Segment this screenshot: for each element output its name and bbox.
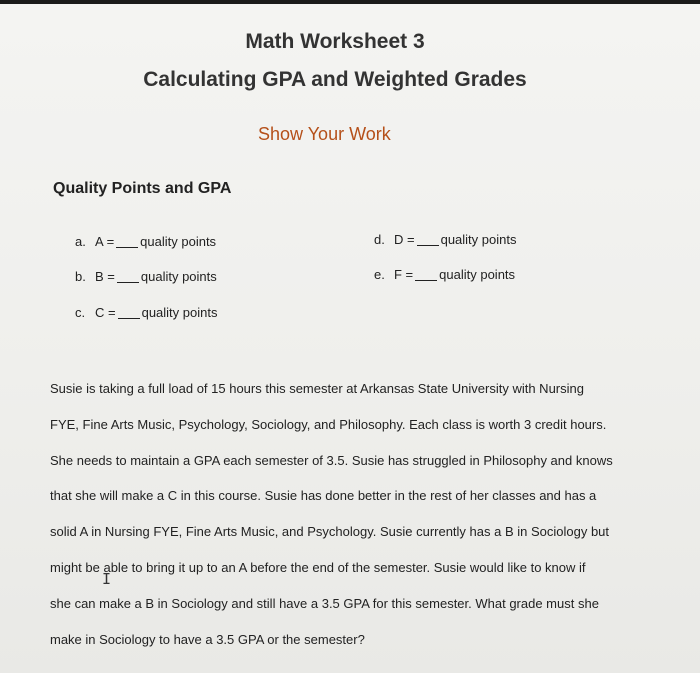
answer-blank[interactable]: [117, 282, 139, 283]
item-c: [75, 305, 217, 320]
answer-blank[interactable]: [415, 280, 437, 281]
item-d: [374, 232, 516, 247]
item-suffix: quality points: [140, 234, 217, 249]
problem-line: that she will make a C in this course. Susie has done better in the rest of her classes and has a: [50, 488, 597, 504]
problem-line: Susie is taking a full load of 15 hours this semester at Arkansas State University with Nursing: [50, 381, 584, 396]
problem-line: FYE, Fine Arts Music, Psychology, Sociology, and Philosophy. Each class is worth 3 credit hours.: [50, 416, 607, 432]
problem-line: might be able to bring it up to an A before the end of the semester. Susie would like to know if: [50, 559, 586, 575]
text-cursor-icon: I: [102, 570, 112, 588]
item-suffix: quality points: [141, 305, 218, 320]
item-grade: A =: [95, 234, 115, 249]
item-letter: e.: [374, 267, 385, 282]
item-letter: c.: [75, 305, 86, 320]
item-suffix: quality points: [440, 232, 517, 247]
item-b: [75, 269, 217, 284]
item-letter: d.: [374, 232, 385, 247]
item-letter: b.: [75, 269, 86, 284]
answer-blank[interactable]: [118, 318, 140, 319]
item-letter: a.: [75, 234, 86, 249]
item-grade: B =: [95, 269, 115, 284]
problem-line: make in Sociology to have a 3.5 GPA or the semester?: [50, 631, 365, 647]
worksheet-subtitle: Calculating GPA and Weighted Grades: [143, 68, 527, 91]
item-suffix: quality points: [439, 267, 516, 282]
problem-line: She needs to maintain a GPA each semester of 3.5. Susie has struggled in Philosophy and knows: [50, 452, 613, 468]
worksheet-title: Math Worksheet 3: [245, 30, 425, 53]
answer-blank[interactable]: [116, 247, 138, 248]
section-heading: Quality Points and GPA: [53, 180, 232, 197]
item-grade: D =: [394, 232, 415, 247]
item-grade: C =: [95, 305, 116, 320]
problem-line: she can make a B in Sociology and still have a 3.5 GPA for this semester. What grade must she: [50, 595, 599, 611]
show-work-instruction: Show Your Work: [258, 124, 391, 144]
item-suffix: quality points: [140, 269, 217, 284]
item-a: [75, 234, 216, 249]
worksheet-page: [0, 4, 700, 673]
problem-line: solid A in Nursing FYE, Fine Arts Music, and Psychology. Susie currently has a B in Sociology but: [50, 524, 610, 540]
word-problem: [50, 379, 640, 665]
item-e: [374, 267, 515, 282]
answer-blank[interactable]: [417, 245, 439, 246]
item-grade: F =: [394, 267, 414, 282]
